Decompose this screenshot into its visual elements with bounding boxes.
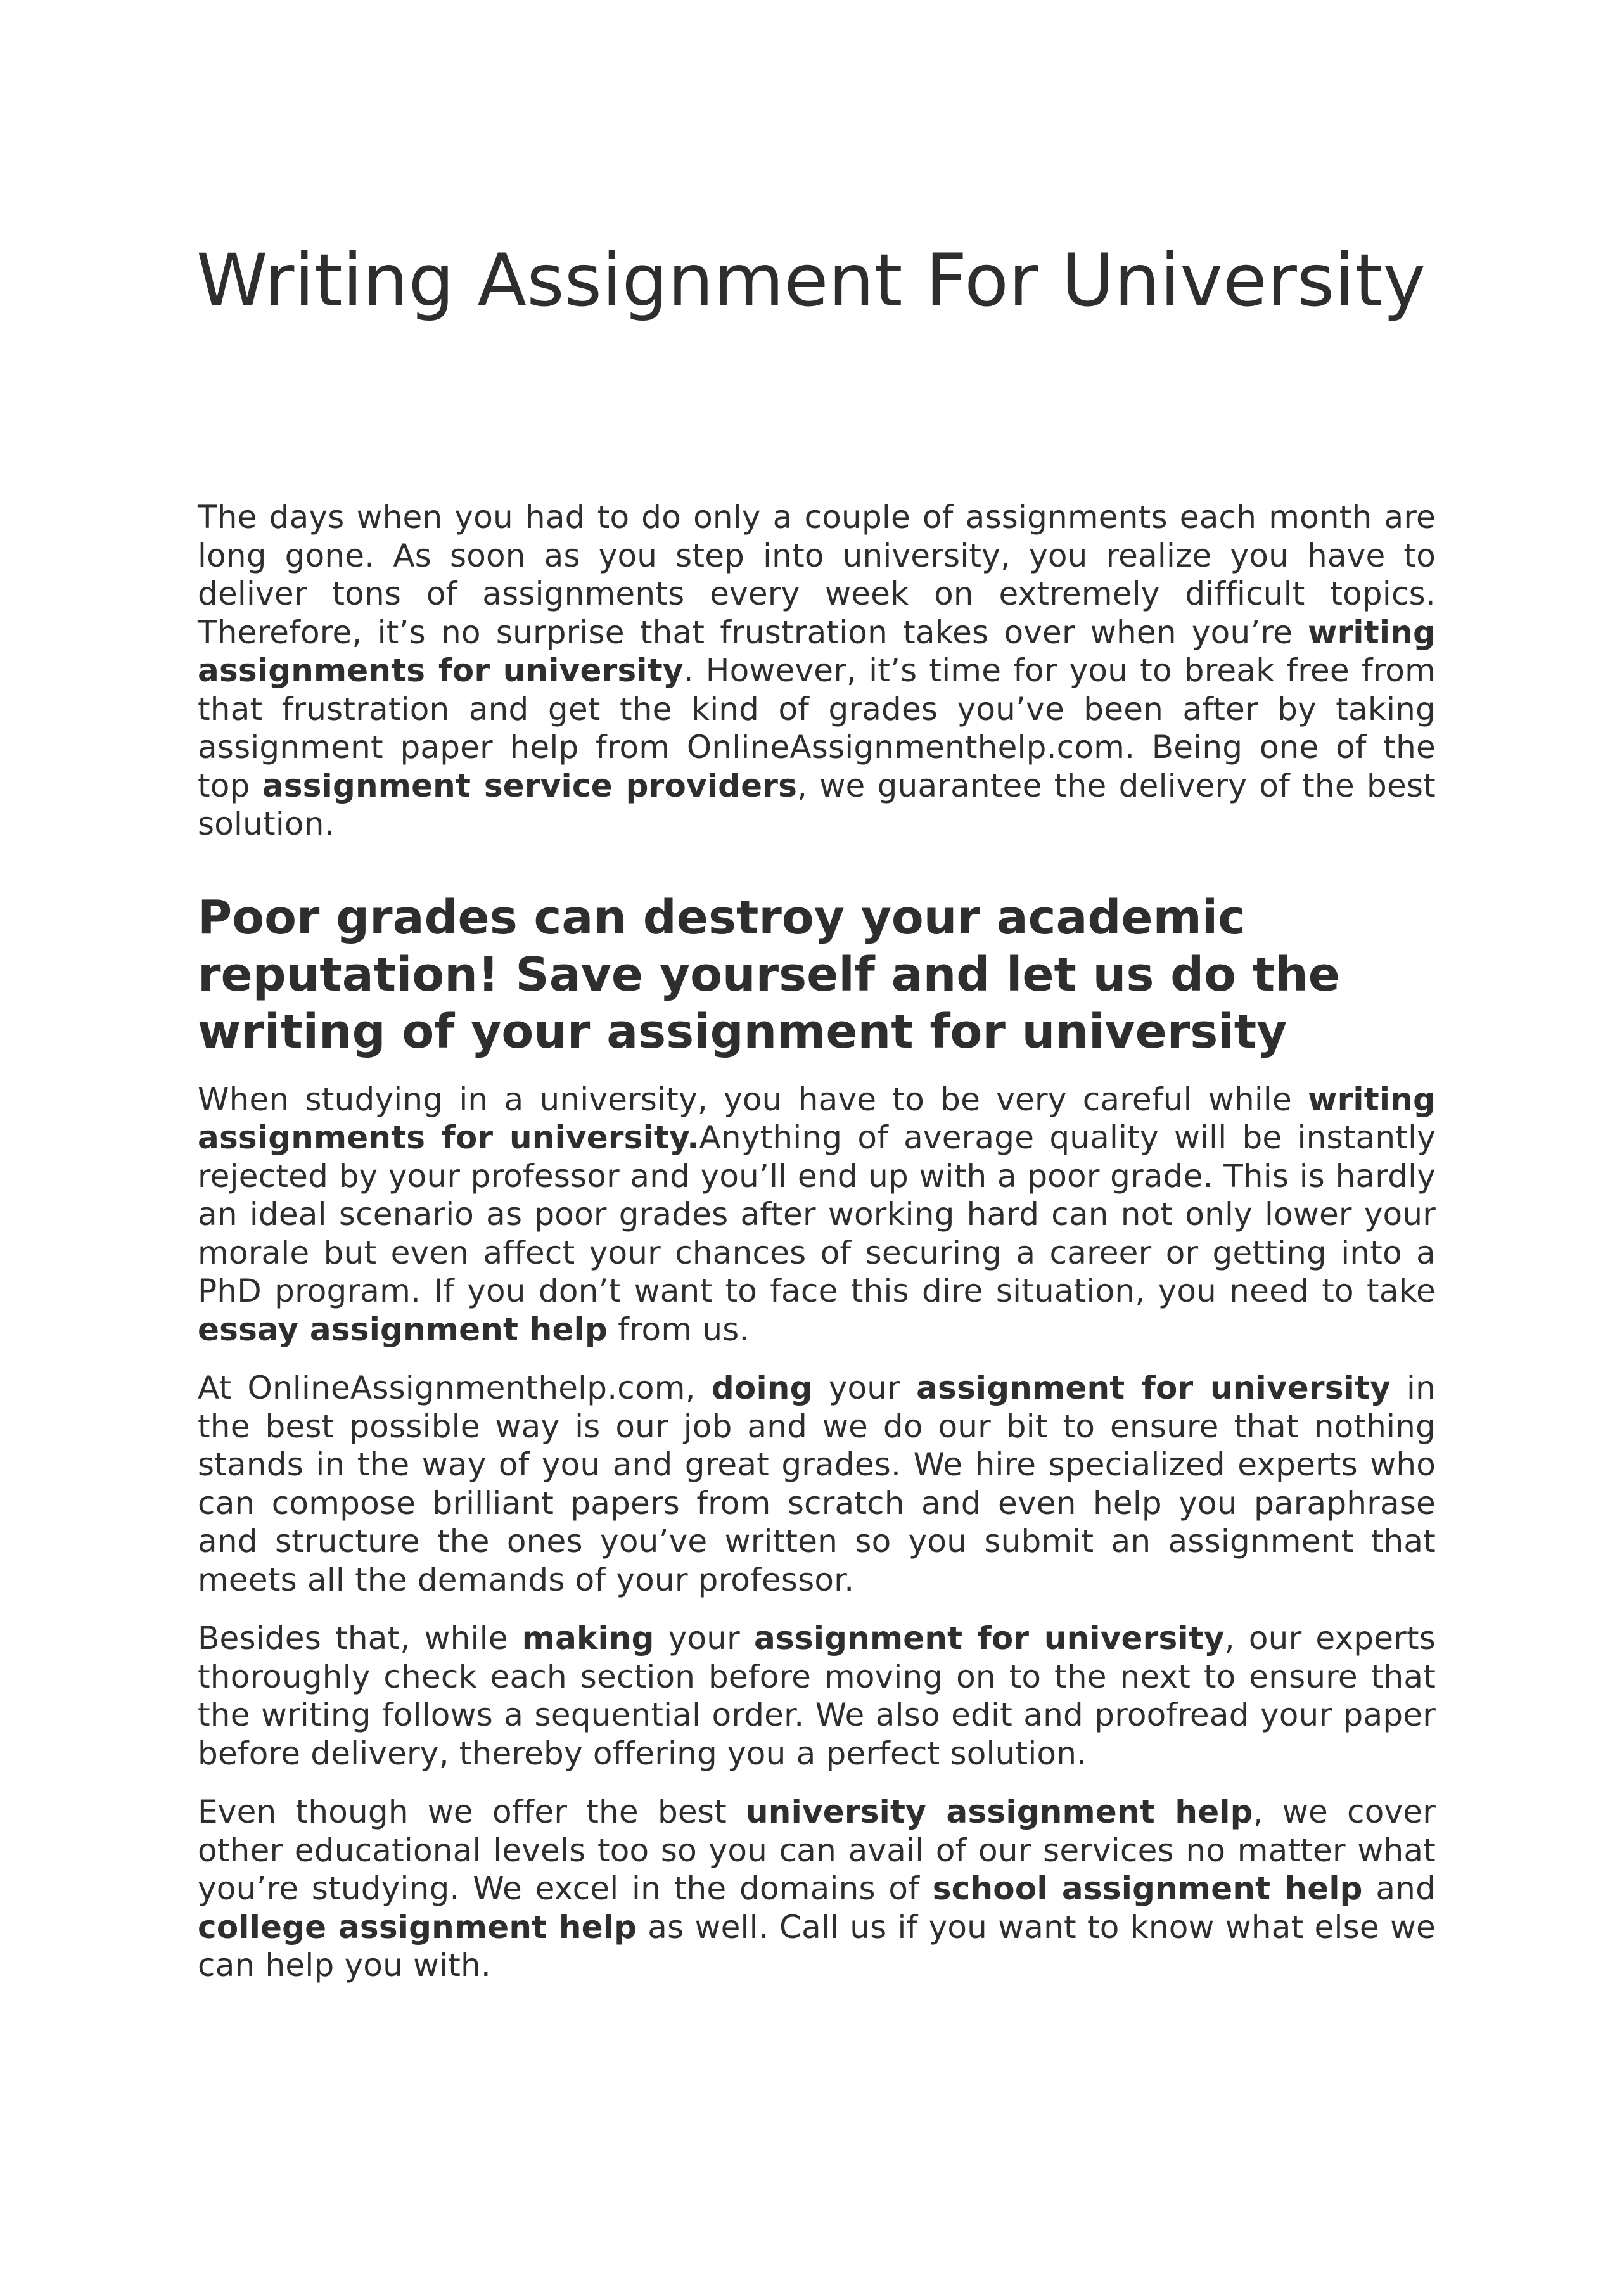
para4-bold-2: assignment for university bbox=[753, 1620, 1225, 1657]
document-body bbox=[198, 498, 1436, 1985]
paragraph-2 bbox=[198, 1081, 1436, 1349]
para3-text-2: your bbox=[812, 1369, 917, 1406]
para5-text-1: Even though we offer the best bbox=[198, 1793, 746, 1830]
para3-bold-1: doing bbox=[711, 1369, 813, 1406]
intro-paragraph bbox=[198, 498, 1436, 843]
intro-text-2: . However, it’s time for you to break free from that frustration and get the kind of grades you’ve been after by taking assignment paper help from OnlineAssignmenthelp.com. Being one of the top bbox=[198, 652, 1436, 804]
intro-text-1: The days when you had to do only a couple of assignments each month are long gone. As soon as you step into university, you realize you have to deliver tons of assignments every week on extremely difficult topics. Therefore, it’s no surprise that frustration takes over when you’re bbox=[198, 499, 1436, 651]
section-heading: Poor grades can destroy your academic reputation! Save yourself and let us do the writing of your assignment for university bbox=[198, 890, 1340, 1059]
para5-bold-3: college assignment help bbox=[198, 1908, 637, 1946]
para2-text-2: Anything of average quality will be instantly rejected by your professor and you’ll end up with a poor grade. This is hardly an ideal scenario as poor grades after working hard can not only lower your morale but even affect your chances of securing a career or getting into a PhD program. If you don’t want to face this dire situation, you need to take bbox=[198, 1119, 1436, 1309]
para5-bold-1: university assignment help bbox=[746, 1793, 1253, 1830]
intro-bold-1: writing assignments for university bbox=[198, 613, 1436, 689]
para4-bold-1: making bbox=[521, 1620, 655, 1657]
para3-text-3: in the best possible way is our job and we do our bit to ensure that nothing stands in the way of you and great grades. We hire specialized experts who can compose brilliant papers from scratch and even help you paraphrase and structure the ones you’ve written so you submit an assignment that meets all the demands of your professor. bbox=[198, 1369, 1436, 1598]
para4-text-3: , our experts thoroughly check each section before moving on to the next to ensure that the writing follows a sequential order. We also edit and proofread your paper before delivery, thereby offering you a perfect solution. bbox=[198, 1620, 1436, 1772]
para5-text-4: as well. Call us if you want to know what else we can help you with. bbox=[198, 1908, 1436, 1984]
para2-bold-2: essay assignment help bbox=[198, 1311, 608, 1348]
para2-text-1: When studying in a university, you have to be very careful while bbox=[198, 1081, 1308, 1118]
para5-text-2: , we cover other educational levels too so you can avail of our services no matter what you’re studying. We excel in the domains of bbox=[198, 1793, 1436, 1907]
paragraph-4 bbox=[198, 1619, 1436, 1773]
para4-text-2: your bbox=[654, 1620, 754, 1657]
document-title: Writing Assignment For University bbox=[196, 238, 1426, 323]
para2-text-3: from us. bbox=[607, 1311, 750, 1348]
para2-bold-1: writing assignments for university. bbox=[198, 1081, 1436, 1156]
para3-text-1: At OnlineAssignmenthelp.com, bbox=[198, 1369, 712, 1406]
para3-bold-2: assignment for university bbox=[916, 1369, 1391, 1406]
intro-bold-2: assignment service providers bbox=[262, 767, 798, 804]
para4-text-1: Besides that, while bbox=[198, 1620, 522, 1657]
intro-text-3: , we guarantee the delivery of the best solution. bbox=[198, 767, 1436, 842]
paragraph-5 bbox=[198, 1793, 1436, 1985]
para5-bold-2: school assignment help bbox=[932, 1870, 1363, 1907]
para5-text-3: and bbox=[1362, 1870, 1436, 1907]
paragraph-3 bbox=[198, 1369, 1436, 1599]
